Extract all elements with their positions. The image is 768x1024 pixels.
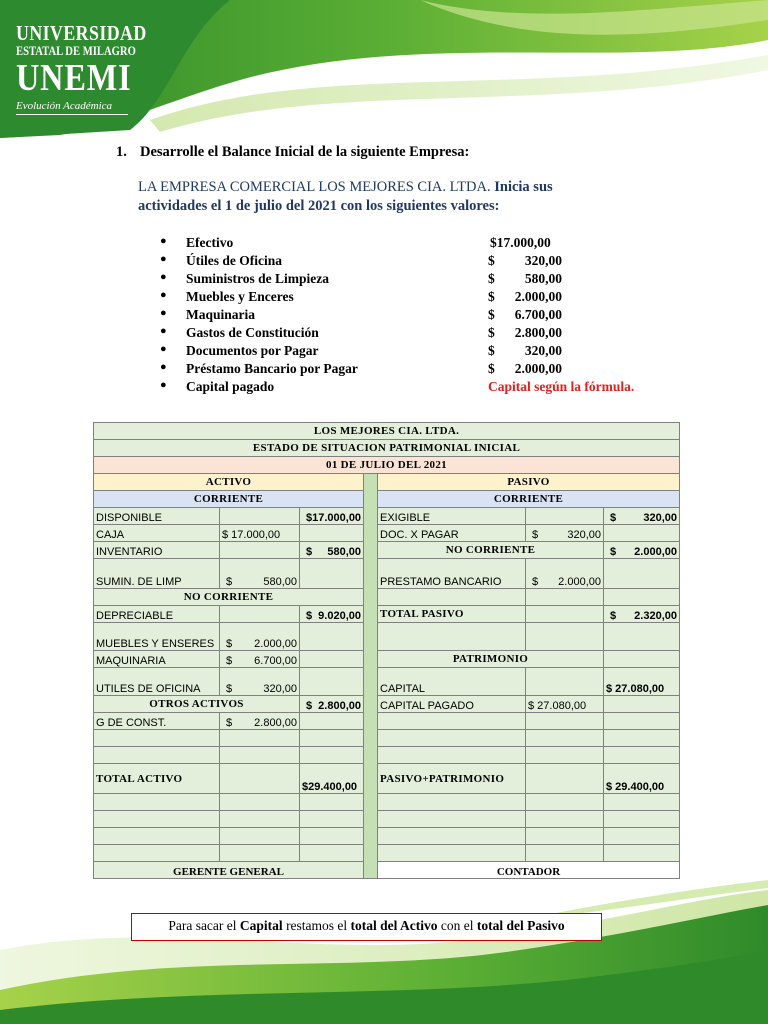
bullet-icon: ● <box>160 271 167 283</box>
pasivo-patrimonio-label: PASIVO+PATRIMONIO <box>378 764 526 794</box>
item-dollar: $ <box>488 343 495 358</box>
sumin-limp-label: SUMIN. DE LIMP <box>94 559 220 589</box>
empty-cell <box>220 764 300 794</box>
footer-green-swoosh <box>0 880 768 1024</box>
empty-cell <box>526 828 604 845</box>
empty-cell <box>300 811 364 828</box>
pasivo-patrimonio-value: $ 29.400,00 <box>604 764 680 794</box>
note-bold-total-pasivo: total del Pasivo <box>476 918 565 933</box>
bullet-icon: ● <box>160 325 167 337</box>
empty-cell <box>300 559 364 589</box>
cell-amount: 580,00 <box>263 576 297 588</box>
empty-cell <box>526 606 604 623</box>
note-bold-total-activo: total del Activo <box>350 918 438 933</box>
empty-cell <box>604 651 680 668</box>
item-name: Efectivo <box>186 235 234 250</box>
depreciable-label: DEPRECIABLE <box>94 606 220 623</box>
empty-cell <box>604 525 680 542</box>
item-amount: 2.000,00 <box>514 289 562 304</box>
otros-activos-header: OTROS ACTIVOS <box>94 696 300 713</box>
empty-cell <box>526 623 604 651</box>
cell-amount: 6.700,00 <box>254 655 297 667</box>
items-list <box>160 235 680 397</box>
item-dollar: $ <box>488 271 495 286</box>
list-item <box>160 253 680 271</box>
cell-amount: 320,00 <box>263 683 297 695</box>
item-name: Documentos por Pagar <box>186 343 319 358</box>
item-name: Préstamo Bancario por Pagar <box>186 361 358 376</box>
question-heading <box>116 144 469 161</box>
prestamo-label: PRESTAMO BANCARIO <box>378 559 526 589</box>
gconst-label: G DE CONST. <box>94 713 220 730</box>
muebles-label: MUEBLES Y ENSERES <box>94 623 220 651</box>
table-title-statement: ESTADO DE SITUACION PATRIMONIAL INICIAL <box>94 440 680 457</box>
list-item <box>160 235 680 253</box>
empty-cell <box>378 845 526 862</box>
item-dollar: $ <box>488 325 495 340</box>
list-item <box>160 361 680 379</box>
cell-amount: 580,00 <box>327 546 361 558</box>
contador-signature: CONTADOR <box>378 862 680 879</box>
gconst-value <box>220 713 300 730</box>
empty-cell <box>300 668 364 696</box>
utiles-label: UTILES DE OFICINA <box>94 668 220 696</box>
bullet-icon: ● <box>160 379 167 391</box>
no-corriente-total <box>604 542 680 559</box>
cell-amount: 2.800,00 <box>254 717 297 729</box>
empty-cell <box>378 811 526 828</box>
empty-cell <box>526 764 604 794</box>
cell-amount: 2.800,00 <box>318 700 361 712</box>
empty-cell <box>378 828 526 845</box>
logo-tagline: Evolución Académica <box>16 100 128 115</box>
item-value-formula: Capital según la fórmula. <box>488 379 635 394</box>
empty-cell <box>220 508 300 525</box>
cell-dollar: $ <box>532 529 539 541</box>
empty-cell <box>220 542 300 559</box>
cell-amount: 2.000,00 <box>634 546 677 558</box>
total-pasivo-value <box>604 606 680 623</box>
intro-text-a: Inicia sus <box>490 179 553 195</box>
cell-dollar: $ <box>226 683 233 695</box>
logo-line-unemi: UNEMI <box>16 57 132 99</box>
empty-cell <box>526 794 604 811</box>
maquinaria-label: MAQUINARIA <box>94 651 220 668</box>
table-title-date: 01 DE JULIO DEL 2021 <box>94 457 680 474</box>
disponible-total <box>300 508 364 525</box>
bullet-icon: ● <box>160 307 167 319</box>
prestamo-value <box>526 559 604 589</box>
item-amount: 2.000,00 <box>514 361 562 376</box>
cell-dollar: $ <box>306 610 313 622</box>
empty-cell <box>300 747 364 764</box>
empty-cell <box>300 794 364 811</box>
logo-line-universidad: UNIVERSIDAD <box>16 21 147 45</box>
item-name: Muebles y Enceres <box>186 289 294 304</box>
list-item <box>160 271 680 289</box>
empty-cell <box>378 730 526 747</box>
cell-dollar: $ <box>226 717 233 729</box>
empty-cell <box>604 828 680 845</box>
empty-cell <box>604 623 680 651</box>
empty-cell <box>378 623 526 651</box>
sumin-limp-value <box>220 559 300 589</box>
list-item <box>160 343 680 361</box>
item-name: Gastos de Constitución <box>186 325 319 340</box>
cell-dollar: $ <box>610 546 617 558</box>
empty-cell <box>300 525 364 542</box>
cell-dollar: $ <box>306 700 313 712</box>
question-number: 1. <box>116 144 127 160</box>
item-amount: 2.800,00 <box>514 325 562 340</box>
question-text: Desarrolle el Balance Inicial de la siguiente Empresa: <box>140 144 470 160</box>
cell-amount: $17.000,00 <box>306 512 362 524</box>
item-dollar: $ <box>488 307 495 322</box>
intro-text-b: actividades el 1 de julio del 2021 con los siguientes valores: <box>138 198 500 214</box>
empty-cell <box>220 811 300 828</box>
note-bold-capital: Capital <box>239 918 283 933</box>
note-text-3: con el <box>437 918 477 933</box>
item-dollar: $ <box>488 253 495 268</box>
empty-cell <box>220 794 300 811</box>
empty-cell <box>94 730 220 747</box>
cell-amount: 320,00 <box>643 512 677 524</box>
capital-pagado-value: $ 27.080,00 <box>526 696 604 713</box>
total-activo-label: TOTAL ACTIVO <box>94 764 220 794</box>
patrimonio-header: PATRIMONIO <box>378 651 604 668</box>
university-logo <box>16 22 170 115</box>
total-pasivo-label: TOTAL PASIVO <box>378 606 526 623</box>
empty-cell <box>300 845 364 862</box>
cell-amount: 9.020,00 <box>318 610 361 622</box>
note-text-2: restamos el <box>282 918 351 933</box>
pasivo-no-corriente-header: NO CORRIENTE <box>378 542 604 559</box>
cell-amount: 2.000,00 <box>254 638 297 650</box>
capital-formula-note <box>131 913 602 941</box>
list-item <box>160 289 680 307</box>
cell-dollar: $ <box>306 546 313 558</box>
empty-cell <box>94 794 220 811</box>
caja-value: $ 17.000,00 <box>220 525 300 542</box>
empty-cell <box>526 747 604 764</box>
empty-cell <box>526 713 604 730</box>
empty-cell <box>526 811 604 828</box>
bullet-icon: ● <box>160 361 167 373</box>
pasivo-corriente-header: CORRIENTE <box>378 491 680 508</box>
otros-activos-total <box>300 696 364 713</box>
note-text-1: Para sacar el <box>168 918 240 933</box>
balance-sheet-table <box>93 422 680 879</box>
empty-cell <box>300 828 364 845</box>
item-dollar: $ <box>488 361 495 376</box>
empty-cell <box>94 811 220 828</box>
utiles-value <box>220 668 300 696</box>
inventario-label: INVENTARIO <box>94 542 220 559</box>
capital-total: $ 27.080,00 <box>604 668 680 696</box>
empty-cell <box>378 713 526 730</box>
empty-cell <box>526 508 604 525</box>
bullet-icon: ● <box>160 235 167 247</box>
maquinaria-value <box>220 651 300 668</box>
item-amount: 320,00 <box>524 343 562 358</box>
exigible-label: EXIGIBLE <box>378 508 526 525</box>
empty-cell <box>378 747 526 764</box>
gerente-general-signature: GERENTE GENERAL <box>94 862 364 879</box>
cell-dollar: $ <box>226 655 233 667</box>
empty-cell <box>526 589 604 606</box>
empty-cell <box>526 730 604 747</box>
empty-cell <box>220 845 300 862</box>
empty-cell <box>604 589 680 606</box>
item-amount: 580,00 <box>524 271 562 286</box>
item-amount: 6.700,00 <box>514 307 562 322</box>
doc-pagar-value <box>526 525 604 542</box>
item-name: Suministros de Limpieza <box>186 271 330 286</box>
empty-cell <box>220 828 300 845</box>
bullet-icon: ● <box>160 289 167 301</box>
pasivo-header: PASIVO <box>378 474 680 491</box>
item-name: Maquinaria <box>186 307 256 322</box>
cell-dollar: $ <box>226 576 233 588</box>
table-title-company: LOS MEJORES CIA. LTDA. <box>94 423 680 440</box>
capital-pagado-label: CAPITAL PAGADO <box>378 696 526 713</box>
list-item <box>160 307 680 325</box>
activo-header: ACTIVO <box>94 474 364 491</box>
logo-line-estatal: ESTATAL DE MILAGRO <box>16 44 136 58</box>
empty-cell <box>220 730 300 747</box>
empty-cell <box>604 794 680 811</box>
cell-dollar: $ <box>610 610 617 622</box>
cell-dollar: $ <box>532 576 539 588</box>
empty-cell <box>94 845 220 862</box>
empty-cell <box>300 730 364 747</box>
list-item <box>160 325 680 343</box>
muebles-value <box>220 623 300 651</box>
empty-cell <box>300 623 364 651</box>
activo-no-corriente-header: NO CORRIENTE <box>94 589 364 606</box>
caja-label: CAJA <box>94 525 220 542</box>
empty-cell <box>378 589 526 606</box>
column-separator <box>364 474 378 879</box>
empty-cell <box>604 730 680 747</box>
cell-amount: 2.320,00 <box>634 610 677 622</box>
empty-cell <box>526 668 604 696</box>
item-value: $17.000,00 <box>490 235 551 250</box>
empty-cell <box>300 651 364 668</box>
intro-company: LA EMPRESA COMERCIAL LOS MEJORES CIA. LTDA. <box>138 179 491 195</box>
intro-paragraph <box>138 178 658 216</box>
bullet-icon: ● <box>160 253 167 265</box>
empty-cell <box>378 794 526 811</box>
list-item <box>160 379 680 397</box>
empty-cell <box>604 713 680 730</box>
empty-cell <box>604 696 680 713</box>
empty-cell <box>526 845 604 862</box>
cell-amount: 320,00 <box>567 529 601 541</box>
cell-dollar: $ <box>226 638 233 650</box>
capital-label: CAPITAL <box>378 668 526 696</box>
empty-cell <box>300 713 364 730</box>
depreciable-total <box>300 606 364 623</box>
empty-cell <box>604 811 680 828</box>
total-activo-value: $29.400,00 <box>300 764 364 794</box>
empty-cell <box>220 606 300 623</box>
item-name: Capital pagado <box>186 379 275 394</box>
empty-cell <box>604 559 680 589</box>
item-dollar: $ <box>488 289 495 304</box>
empty-cell <box>604 845 680 862</box>
exigible-total <box>604 508 680 525</box>
item-name: Útiles de Oficina <box>186 253 282 268</box>
empty-cell <box>94 747 220 764</box>
empty-cell <box>604 747 680 764</box>
activo-corriente-header: CORRIENTE <box>94 491 364 508</box>
empty-cell <box>220 747 300 764</box>
inventario-total <box>300 542 364 559</box>
empty-cell <box>94 828 220 845</box>
disponible-label: DISPONIBLE <box>94 508 220 525</box>
item-amount: 320,00 <box>524 253 562 268</box>
bullet-icon: ● <box>160 343 167 355</box>
cell-amount: 2.000,00 <box>558 576 601 588</box>
doc-pagar-label: DOC. X PAGAR <box>378 525 526 542</box>
cell-dollar: $ <box>610 512 617 524</box>
